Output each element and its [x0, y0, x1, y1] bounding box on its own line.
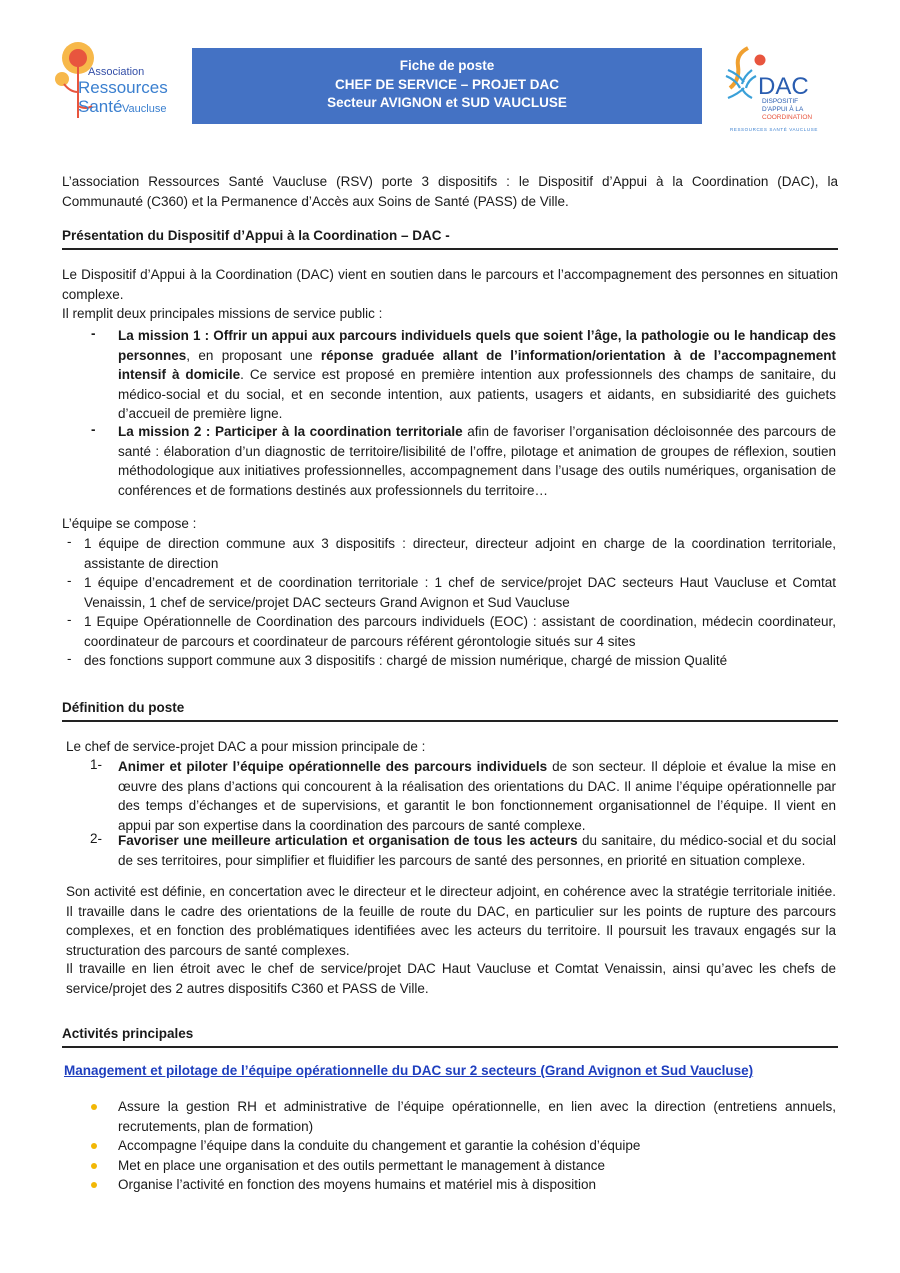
mission-2-bullet: - — [91, 422, 96, 437]
title-box — [192, 48, 702, 124]
mission-1-bold-a: La mission 1 : Offrir un appui aux parcours individuels quels que soient l’âge, la pathologie ou le handicap des personnes — [118, 328, 836, 363]
team-item-4-dash: - — [67, 651, 72, 666]
rsv-logo-line3b: Vaucluse — [122, 103, 167, 115]
bullet-dot-icon — [91, 1182, 97, 1188]
definition-item-2 — [118, 831, 836, 870]
dac-logo-sub2: D'APPUI À LA — [762, 106, 804, 113]
team-item-1: 1 équipe de direction commune aux 3 dispositifs : directeur, directeur adjoint en charge de la coordination territoriale, assistante de direction — [84, 536, 836, 571]
activity-bullet-2: Accompagne l’équipe dans la conduite du changement et garantie la cohésion d’équipe — [118, 1138, 641, 1153]
rsv-logo-line3a: Santé — [78, 97, 123, 116]
mission-1-bullet: - — [91, 326, 96, 341]
team-item-2: 1 équipe d’encadrement et de coordination territoriale : 1 chef de service/projet DAC secteurs Haut Vaucluse et Comtat Venaissin, 1 chef de service/projet DAC secteurs Grand Avignon et Sud Vaucluse — [84, 575, 836, 610]
bullet-dot-icon — [91, 1163, 97, 1169]
missions-intro: Il remplit deux principales missions de service public : — [62, 306, 383, 321]
activity-bullet-4: Organise l’activité en fonction des moyens humains et matériel mis à disposition — [118, 1177, 596, 1192]
mission-2-text: afin de favoriser l’organisation décloisonnée des parcours de santé : élaboration d’un diagnostic de territoire/lisibilité de l’offre, pilotage et animation de groupes de réflexion, soutien méthodologique aux initiatives professionnelles, accompagnement dans l’usage des outils numériques, organisation de conférences et de formations destinés aux professionnels du territoire… — [118, 424, 836, 498]
activity-paragraph: Son activité est définie, en concertation avec le directeur et le directeur adjoint, en cohérence avec la stratégie territoriale initiée. Il travaille dans le cadre des orientations de la feuille de route du DAC, en particulier sur les points de rupture des parcours complexes, et en fonction des problématiques identifiées avec les acteurs du territoire. Il poursuit les travaux engagés sur la structuration des parcours de santé complexes. — [66, 884, 836, 958]
collaboration-paragraph: Il travaille en lien étroit avec le chef de service/projet DAC Haut Vaucluse et Comtat Venaissin, ainsi qu’avec les chefs de service/projet des 2 autres dispositifs C360 et PASS de Ville. — [66, 961, 836, 996]
definition-item-1-number: 1- — [90, 757, 103, 772]
team-item-3: 1 Equipe Opérationnelle de Coordination des parcours individuels (EOC) : assistant de coordination, médecin coordinateur, coordinateur de parcours et coordinateur de parcours référent gérontologie situés sur 4 sites — [84, 614, 836, 649]
mission-2-bold: La mission 2 : Participer à la coordination territoriale — [118, 424, 463, 439]
team-item-4: des fonctions support commune aux 3 dispositifs : chargé de mission numérique, chargé de mission Qualité — [84, 653, 728, 668]
team-intro: L’équipe se compose : — [62, 516, 197, 531]
title-line-2: CHEF DE SERVICE – PROJET DAC — [334, 76, 560, 92]
definition-item-1-bold: Animer et piloter l’équipe opérationnelle des parcours individuels — [118, 759, 548, 774]
definition-item-2-text: du sanitaire, du médico-social et du social de ses territoires, pour simplifier et fluidifier les parcours de santé des personnes, en priorité en situation complexe. — [118, 833, 836, 868]
rsv-tree-icon — [52, 40, 182, 120]
team-item-1-dash: - — [67, 534, 72, 549]
mission-2 — [118, 422, 836, 500]
dac-logo-footer: RESSOURCES SANTÉ VAUCLUSE — [730, 127, 818, 132]
dac-logo-sub3: COORDINATION — [762, 114, 813, 121]
bullet-dot-icon — [91, 1104, 97, 1110]
team-item-3-dash: - — [67, 612, 72, 627]
dac-logo-sub1: DISPOSITIF — [762, 98, 799, 105]
dac-logo-acronym: DAC — [758, 73, 809, 100]
management-subheading: Management et pilotage de l’équipe opérationnelle du DAC sur 2 secteurs (Grand Avignon et Sud Vaucluse) — [64, 1063, 754, 1078]
definition-item-2-number: 2- — [90, 831, 103, 846]
mission-1 — [118, 326, 836, 424]
section-heading-presentation: Présentation du Dispositif d’Appui à la Coordination – DAC - — [62, 227, 838, 250]
mission-1-text-a: , en proposant une — [186, 347, 321, 363]
dac-emblem-icon — [722, 40, 832, 135]
team-item-2-dash: - — [67, 573, 72, 588]
bullet-dot-icon — [91, 1143, 97, 1149]
definition-intro: Le chef de service-projet DAC a pour mission principale de : — [66, 739, 426, 754]
definition-item-1 — [118, 757, 836, 835]
section-heading-activities: Activités principales — [62, 1025, 838, 1048]
rsv-logo — [52, 40, 182, 120]
rsv-logo-line1: Association — [88, 66, 145, 78]
activity-bullet-1: Assure la gestion RH et administrative de l’équipe opérationnelle, en lien avec la direction (entretiens annuels, recrutements, plan de formation) — [118, 1099, 836, 1134]
dac-logo — [722, 40, 832, 135]
definition-item-1-text: de son secteur. Il déploie et évalue la mise en œuvre des plans d’actions qui concourent à la réalisation des orientations du DAC. Il anime l’équipe opérationnelle par des temps d’échanges et de supervisions, et garantit le bon fonctionnement organisationnel de l’équipe. Il vient en appui par son expertise dans la coordination des parcours de santé complexe. — [118, 759, 836, 833]
mission-1-bold-b: réponse graduée allant de l’information/orientation à de l’accompagnement intensif à domicile — [118, 347, 836, 382]
dac-description: Le Dispositif d’Appui à la Coordination (DAC) vient en soutien dans le parcours et l’accompagnement des personnes en situation complexe. — [62, 267, 838, 302]
section-heading-definition: Définition du poste — [62, 699, 838, 722]
activity-bullet-3: Met en place une organisation et des outils permettant le management à distance — [118, 1158, 606, 1173]
rsv-logo-line2: Ressources — [78, 78, 168, 97]
mission-1-text-b: . Ce service est proposé en première intention aux professionnels des champs de sanitaire, du médico-social et du social, et en seconde intention, aux patients, usagers et aidants, en subsidiarité des guichets d’accueil de première ligne. — [118, 367, 836, 421]
title-line-1: Fiche de poste — [399, 58, 495, 73]
definition-item-2-bold: Favoriser une meilleure articulation et organisation de tous les acteurs — [118, 833, 578, 848]
intro-paragraph: L’association Ressources Santé Vaucluse (RSV) porte 3 dispositifs : le Dispositif d’Appui à la Coordination (DAC), la Communauté (C360) et la Permanence d’Accès aux Soins de Santé (PASS) de Ville. — [62, 174, 838, 209]
title-line-3: Secteur AVIGNON et SUD VAUCLUSE — [327, 95, 567, 110]
